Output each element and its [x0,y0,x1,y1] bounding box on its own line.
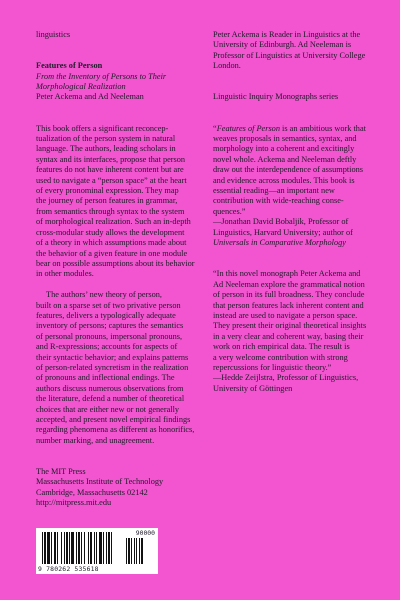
book-subtitle-line-2: Morphological Realization [36,82,126,92]
text-line: syntax and its interfaces, propose that person [36,154,186,164]
text-line: the journey of person features in grammar, [36,196,178,206]
text-line: The authors’ new theory of person, [46,290,162,300]
text-line: a very welcome contribution with strong [213,352,348,362]
text-line: They present their original theoretical insights [213,321,367,331]
text-line: features, delivers a typologically adequate [36,310,176,320]
publisher-institution: Massachusetts Institute of Technology [36,477,164,487]
text-line: that person features lack inherent content and [213,300,364,310]
text-line: and R-expressions; accounts for aspects of [36,342,178,352]
text-line: authors discuss numerous observations from [36,383,184,393]
text-line: contribution with wide-reaching conse- [213,196,344,206]
description-paragraph-1 [36,124,198,280]
endorser-attribution-2: University of Göttingen [213,383,293,393]
endorser-attribution-2: —Hedde Zeijlstra, Professor of Linguistics, [213,373,359,383]
text-line: novel whole. Ackema and Neeleman deftly [213,154,357,164]
text-line: the behavior of a given feature in one module [36,248,188,258]
quoted-book-title: Features of Person [216,123,280,133]
isbn-barcode [36,528,158,574]
text-line: their syntactic behavior; and explains patterns [36,352,189,362]
endorser-attribution-1: —Jonathan David Bobaljik, Professor of [213,217,349,227]
barcode-digits: 9 780262 535618 [38,565,99,573]
text-line: “Features of Person is an ambitious work that [213,123,366,133]
text-line: London. [213,61,241,71]
book-title: Features of Person [36,61,103,71]
text-line: of pronouns and inflectional endings. The [36,373,175,383]
text-line: This book offers a significant reconcep- [36,123,169,133]
book-subtitle-line-1: From the Inventory of Persons to Their [36,71,167,81]
endorsement-quote-2 [213,269,379,394]
endorser-attribution-1: Linguistics, Harvard University; author of [213,227,353,237]
text-line: University of Edinburgh. Ad Neeleman is [213,40,352,50]
text-line: number marking, and unagreement. [36,435,155,445]
publisher-name: The MIT Press [36,467,86,476]
text-line: features do not have inherent content but are [36,165,184,175]
text-line: cross-modular study allows the development [36,227,185,237]
text-line: built on a sparse set of two privative person [36,300,181,310]
text-line: work on rich empirical data. The result is [213,342,350,352]
text-line: quences.” [213,206,246,216]
text-line: used to navigate a “person space” at the heart [36,175,187,185]
text-line: accepted, and present novel empirical findings [36,414,191,424]
publisher-city: Cambridge, Massachusetts 02142 [36,487,148,497]
text-line: the literature, defend a number of theoretical [36,394,185,404]
text-line: inventory of persons; captures the semantics [36,321,184,331]
text-line: choices that are either new or not generally [36,404,180,414]
text-line: of person-related syncretism in the realization [36,362,189,372]
text-line: in a very clear and coherent way, basing their [213,331,364,341]
text-line: repercussions for linguistic theory.” [213,362,332,372]
left-column [36,30,198,540]
category-label: linguistics [36,30,71,39]
text-line: language. The authors, leading scholars in [36,144,176,154]
text-line: tualization of the person system in natural [36,134,176,144]
right-column [213,30,379,394]
text-line: of person in its full broadness. They conclude [213,290,365,300]
publisher-url[interactable]: http://mitpress.mit.edu [36,498,112,508]
text-line: Ad Neeleman explore the grammatical notion [213,279,365,289]
text-line: Professor of Linguistics at University College [213,50,366,60]
text-line: of personal pronouns, impersonal pronouns, [36,331,183,341]
text-line: “In this novel monograph Peter Ackema and [213,269,361,279]
text-line: draw out the interdependence of assumptions [213,165,363,175]
text-line: essential reading—an important new [213,186,335,196]
text-line: and evidence across modules. This book is [213,175,355,185]
text-line: of every pronominal expression. They map [36,186,179,196]
text-line: regarding phenomena as different as honorifics, [36,425,195,435]
barcode-price-code: 90000 [135,529,155,537]
text-line: from semantics through syntax to the system [36,206,185,216]
description-paragraph-2 [36,290,198,446]
text-line: bear on possible assumptions about its behavior [36,258,195,268]
text-line: weaves proposals in semantics, syntax, and [213,134,357,144]
publisher-address [36,467,198,509]
author-bio [213,30,379,72]
text-line: instead are used to navigate a person space. [213,310,358,320]
endorser-book-title: Universals in Comparative Morphology [213,238,346,248]
series-name: Linguistic Inquiry Monographs series [213,92,339,102]
text-line: of a theory in which assumptions made about [36,238,187,248]
endorsement-quote-1 [213,124,379,249]
text-line: in other modules. [36,269,94,279]
text-line: Peter Ackema is Reader in Linguistics at the [213,30,361,39]
text-line: of morphological realization. Such an in-depth [36,217,191,227]
text-line: morphology into a coherent and excitingly [213,144,355,154]
book-authors: Peter Ackema and Ad Neeleman [36,92,144,102]
